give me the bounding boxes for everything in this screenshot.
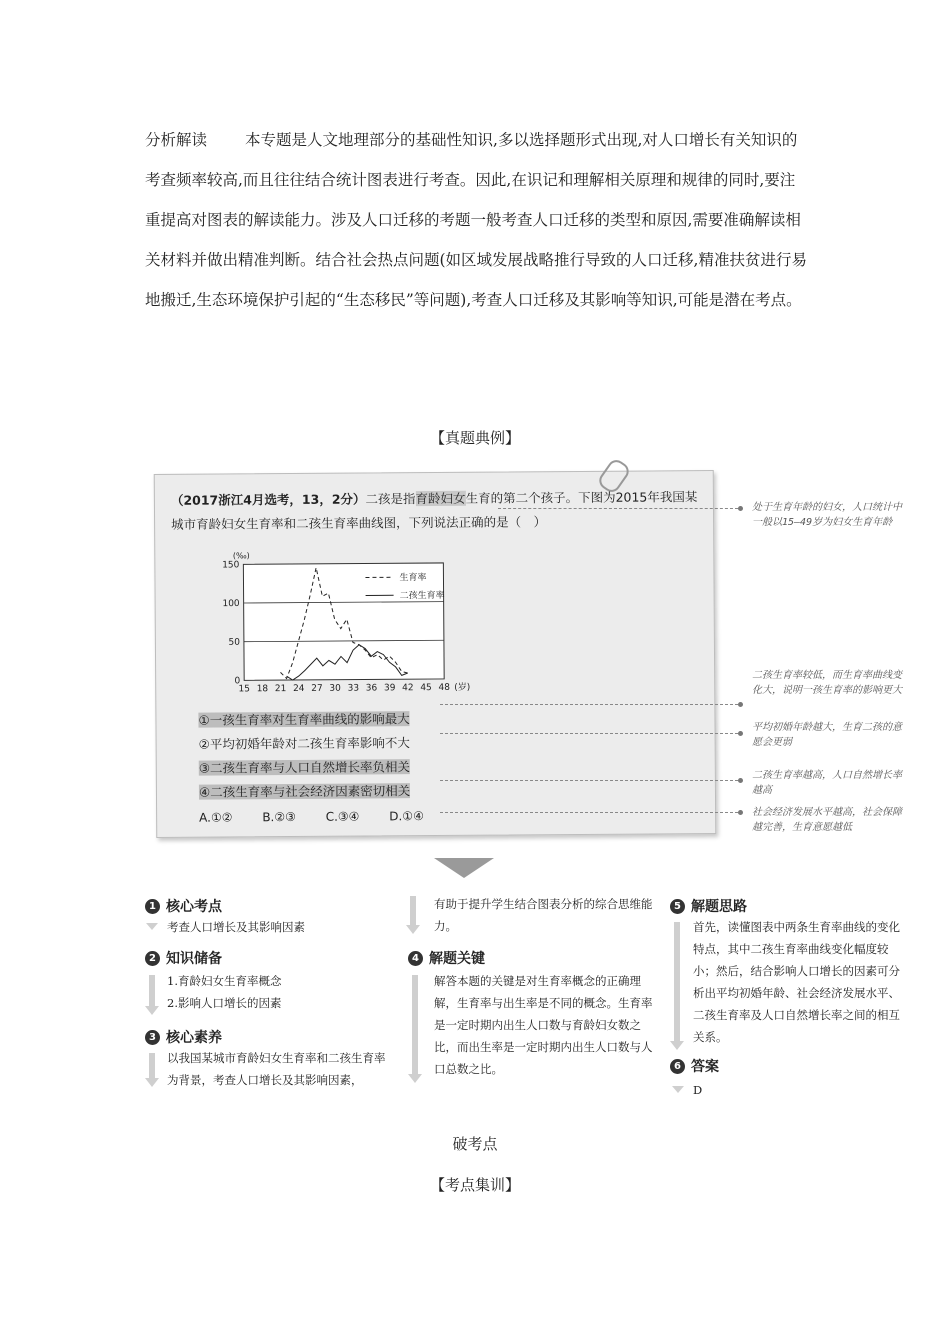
approach-text: 首先，读懂图表中两条生育率曲线的变化特点，其中二孩生育率曲线变化幅度较小；然后，结合影响人口增长的因素可分析出平均初婚年龄、社会经济发展水平、二孩生育率及人口自然增长率之间的相互关系。 <box>693 920 900 1044</box>
footer-title: 破考点 <box>452 1135 498 1153</box>
note-dot-2 <box>738 702 743 707</box>
literacy-text-cont: 有助于提升学生结合图表分析的综合思维能力。 <box>434 897 653 933</box>
knowledge-line-1: 1.育龄妇女生育率概念 <box>167 974 282 988</box>
arrow-icon <box>149 975 155 1007</box>
x-tick-label: 30 <box>329 683 341 694</box>
footer-subtitle: 【考点集训】 <box>429 1176 520 1194</box>
option-4: ④二孩生育率与社会经济因素密切相关 <box>198 783 411 800</box>
x-tick-label: 18 <box>256 684 269 695</box>
note-connector-2 <box>440 704 738 705</box>
choice-c: C.③④ <box>325 809 360 824</box>
x-tick-label: 15 <box>238 684 251 695</box>
section-title: 【真题典例】 <box>429 429 520 447</box>
note-dot-4 <box>738 778 743 783</box>
x-tick-label: 21 <box>274 684 287 695</box>
arrow-icon <box>412 975 418 1075</box>
intro-paragraph <box>145 120 810 320</box>
answer-text: D <box>693 1083 703 1097</box>
note-3: 平均初婚年龄越大，生育二孩的意愿会更弱 <box>752 722 902 748</box>
arrow-icon <box>146 923 158 930</box>
note-connector-3 <box>440 733 738 734</box>
note-dot-5 <box>738 810 743 815</box>
core-point-text: 考查人口增长及其影响因素 <box>167 920 305 934</box>
choice-d: D.①④ <box>389 809 424 824</box>
legend-label-2: 二孩生育率 <box>399 590 445 602</box>
x-tick-label: 39 <box>383 683 396 694</box>
down-arrow-icon <box>434 858 494 878</box>
section-answer: 6 答案 <box>670 1056 719 1076</box>
note-connector-1 <box>498 508 738 509</box>
section-literacy: 3 核心素养 <box>145 1027 222 1047</box>
y-tick-label: 150 <box>222 560 240 571</box>
option-1: ①一孩生育率对生育率曲线的影响最大 <box>198 711 410 728</box>
question-text-b: 生育的第二个孩子。下图为2015年我国某城市育龄妇女生育率和二孩生育率曲线图，下列说法正确的是（ ） <box>171 489 698 532</box>
note-2: 二孩生育率较低，而生育率曲线变化大，说明一孩生育率的影响更大 <box>752 670 902 696</box>
choice-b: B.②③ <box>262 809 296 825</box>
y-axis-label: (‰) <box>232 551 250 561</box>
question-card <box>154 470 717 838</box>
x-tick-label: 45 <box>420 683 432 694</box>
section-knowledge: 2 知识储备 <box>145 948 222 968</box>
note-1: 处于生育年龄的妇女，人口统计中一般以15—49岁为妇女生育年龄 <box>752 502 902 528</box>
arrow-icon <box>674 922 680 1042</box>
option-2: ②平均初婚年龄对二孩生育率影响不大 <box>198 735 410 752</box>
answer-choices <box>199 809 450 825</box>
x-axis-label: (岁) <box>454 682 471 693</box>
note-4: 二孩生育率越高，人口自然增长率越高 <box>752 770 902 796</box>
literacy-text: 以我国某城市育龄妇女生育率和二孩生育率为背景，考查人口增长及其影响因素， <box>167 1051 386 1087</box>
y-tick-label: 0 <box>234 676 241 687</box>
x-tick-label: 36 <box>365 683 378 694</box>
x-tick-label: 48 <box>438 682 450 693</box>
section-key: 4 解题关键 <box>408 948 485 968</box>
intro-label: 分析解读 <box>145 131 208 149</box>
choice-a: A.①② <box>199 810 233 825</box>
note-5: 社会经济发展水平越高，社会保障越完善，生育意愿越低 <box>752 807 902 833</box>
note-dot-1 <box>738 506 743 511</box>
option-3: ③二孩生育率与人口自然增长率负相关 <box>198 759 411 776</box>
arrow-icon <box>410 896 416 926</box>
question-highlight: 育龄妇女 <box>415 490 466 507</box>
arrow-icon <box>672 1086 684 1093</box>
section-core-point: 1 核心考点 <box>145 896 222 916</box>
key-text: 解答本题的关键是对生育率概念的正确理解，生育率与出生率是不同的概念。生育率是一定时期内出生人口数与育龄妇女数之比，而出生率是一定时期内出生人口数与人口总数之比。 <box>434 974 653 1076</box>
note-connector-4 <box>440 780 738 781</box>
question-text <box>171 485 701 537</box>
question-source: （2017浙江4月选考，13，2分） <box>170 491 366 508</box>
section-approach: 5 解题思路 <box>670 896 747 916</box>
arrow-icon <box>149 1053 155 1079</box>
knowledge-line-2: 2.影响人口增长的因素 <box>167 996 282 1010</box>
y-tick-label: 100 <box>222 599 240 610</box>
fertility-chart <box>215 542 536 704</box>
question-text-a: 二孩是指 <box>365 491 416 507</box>
x-tick-label: 33 <box>347 683 360 694</box>
y-tick-label: 50 <box>228 637 240 648</box>
intro-text: 本专题是人文地理部分的基础性知识,多以选择题形式出现,对人口增长有关知识的考查频率较高,而且往往结合统计图表进行考查。因此,在识记和理解相关原理和规律的同时,要注重提高对图表的解读能力。涉及人口迁移的考题一般考查人口迁移的类型和原因,需要准确解读相关材料并做出精准判断。结合社会热点问题(如区域发展战略推行导致的人口迁移,精准扶贫进行易地搬迁,生态环境保护引起的“生态移民”等问题),考查人口迁移及其影响等知识,可能是潜在考点。 <box>145 131 807 309</box>
x-tick-label: 27 <box>311 683 323 694</box>
note-connector-5 <box>440 812 738 813</box>
note-dot-3 <box>738 731 743 736</box>
x-tick-label: 24 <box>293 683 305 694</box>
legend-label-1: 生育率 <box>399 573 427 584</box>
x-tick-label: 42 <box>402 683 414 694</box>
